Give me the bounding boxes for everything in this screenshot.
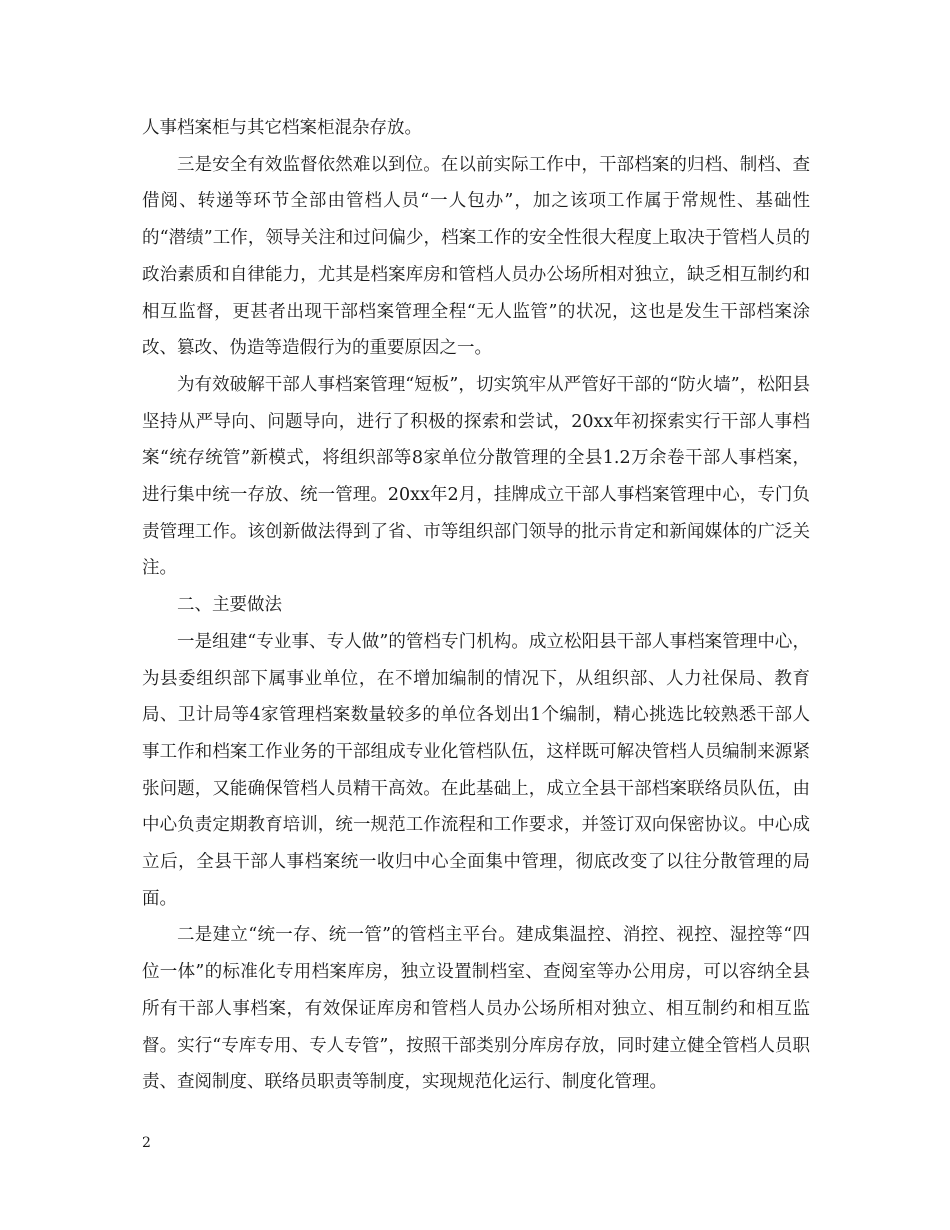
paragraph-3: 为有效破解干部人事档案管理“短板”，切实筑牢从严管好干部的“防火墙”，松阳县坚持从严导向、问题导向，进行了积极的探索和尝试，20xx年初探索实行干部人事档案“统存统管”新模式，将组织部等8家单位分散管理的全县1.2万余卷干部人事档案，进行集中统一存放、统一管理。20xx年2月，挂牌成立干部人事档案管理中心，专门负责管理工作。该创新做法得到了省、市等组织部门领导的批示肯定和新闻媒体的广泛关注。	[142, 374, 810, 579]
paragraph-2: 三是安全有效监督依然难以到位。在以前实际工作中，干部档案的归档、制档、查借阅、转递等环节全部由管档人员“一人包办”，加之该项工作属于常规性、基础性的“潜绩”工作，领导关注和过问偏少，档案工作的安全性很大程度上取决于管档人员的政治素质和自律能力，尤其是档案库房和管档人员办公场所相对独立，缺乏相互制约和相互监督，更甚者出现干部档案管理全程“无人监管”的状况，这也是发生干部档案涂改、篡改、伪造等造假行为的重要原因之一。	[142, 154, 810, 359]
paragraph-5: 二是建立“统一存、统一管”的管档主平台。建成集温控、消控、视控、湿控等“四位一体”的标准化专用档案库房，独立设置制档室、查阅室等办公用房，可以容纳全县所有干部人事档案，有效保证库房和管档人员办公场所相对独立、相互制约和相互监督。实行“专库专用、专人专管”，按照干部类别分库房存放，同时建立健全管档人员职责、查阅制度、联络员职责等制度，实现规范化运行、制度化管理。	[142, 925, 810, 1093]
paragraph-1: 人事档案柜与其它档案柜混杂存放。	[142, 118, 422, 138]
section-heading: 二、主要做法	[177, 595, 282, 616]
paragraph-4: 一是组建“专业事、专人做”的管档专门机构。成立松阳县干部人事档案管理中心，为县委组织部下属事业单位，在不增加编制的情况下，从组织部、人力社保局、教育局、卫计局等4家管理档案数量较多的单位各划出1个编制，精心挑选比较熟悉干部人事工作和档案工作业务的干部组成专业化管档队伍，这样既可解决管档人员编制来源紧张问题，又能确保管档人员精干高效。在此基础上，成立全县干部档案联络员队伍，由中心负责定期教育培训，统一规范工作流程和工作要求，并签订双向保密协议。中心成立后，全县干部人事档案统一收归中心全面集中管理，彻底改变了以往分散管理的局面。	[142, 631, 810, 909]
document-body	[142, 110, 810, 1101]
page-number: 2	[142, 1135, 151, 1151]
